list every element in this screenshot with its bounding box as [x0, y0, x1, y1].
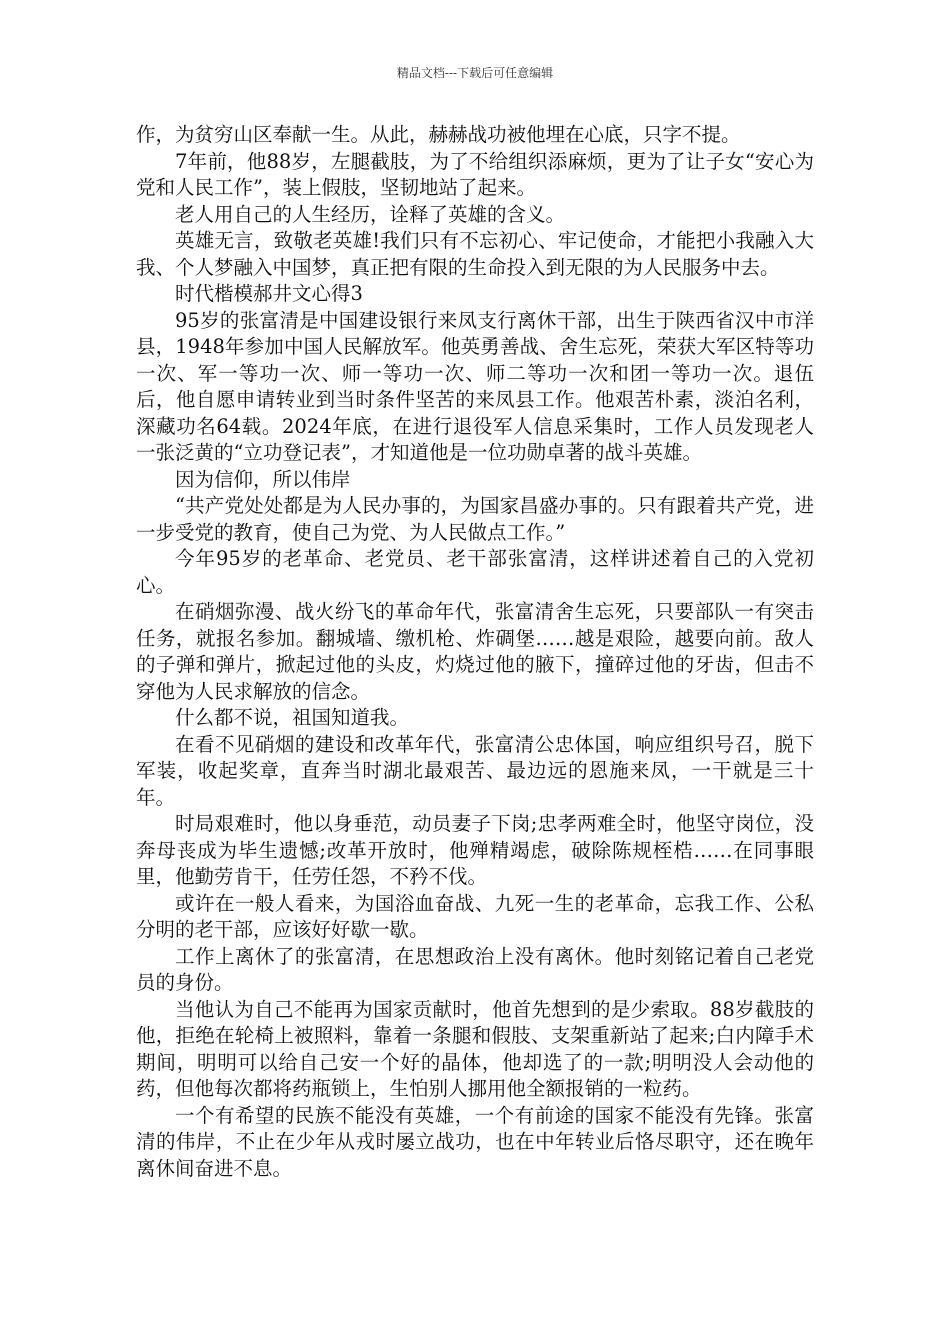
paragraph: 老人用自己的人生经历，诠释了英雄的含义。	[175, 202, 566, 226]
paragraph: 一个有希望的民族不能没有英雄，一个有前途的国家不能没有先锋。张富清的伟岸，不止在少年从戎时屡立战功，也在中年转业后恪尽职守，还在晚年离休间奋进不息。	[136, 1103, 814, 1180]
page-header: 精品文档---下载后可任意编辑	[396, 66, 554, 80]
paragraph: 7年前，他88岁，左腿截肢，为了不给组织添麻烦，更为了让子女“安心为党和人民工作”，装上假肢，坚韧地站了起来。	[136, 149, 814, 199]
paragraph: 作，为贫穷山区奉献一生。从此，赫赫战功被他埋在心底，只字不提。	[136, 123, 741, 146]
section-title: 时代楷模郝井文心得3	[175, 282, 363, 305]
paragraph: 当他认为自己不能再为国家贡献时，他首先想到的是少索取。88岁截肢的他，拒绝在轮椅上被照料，靠着一条腿和假肢、支架重新站了起来;白内障手术期间，明明可以给自己安一个好的晶体，他却选了的一款;明明没人会动他的药，但他每次都将药瓶锁上，生怕别人挪用他全额报销的一粒药。	[136, 997, 814, 1100]
paragraph: 在硝烟弥漫、战火纷飞的革命年代，张富清舍生忘死，只要部队一有突击任务，就报名参加。翻城墙、缴机枪、炸碉堡……越是艰险，越要向前。敌人的子弹和弹片，掀起过他的头皮，灼烧过他的腋下，撞碎过他的牙齿，但击不穿他为人民求解放的信念。	[136, 600, 814, 703]
paragraph: 英雄无言，致敬老英雄!我们只有不忘初心、牢记使命，才能把小我融入大我、个人梦融入中国梦，真正把有限的生命投入到无限的为人民服务中去。	[136, 229, 814, 279]
paragraph: 在看不见硝烟的建设和改革年代，张富清公忠体国，响应组织号召，脱下军装，收起奖章，直奔当时湖北最艰苦、最边远的恩施来凤，一干就是三十年。	[136, 732, 814, 809]
paragraph: 95岁的张富清是中国建设银行来凤支行离休干部，出生于陕西省汉中市洋县，1948年参加中国人民解放军。他英勇善战、舍生忘死，荣获大军区特等功一次、军一等功一次、师一等功一次、师二等功一次和团一等功一次。退伍后，他自愿申请转业到当时条件坚苦的来凤县工作。他艰苦朴素，淡泊名利，深藏功名64载。2024年底，在进行退役军人信息采集时，工作人员发现老人一张泛黄的“立功登记表”，才知道他是一位功勋卓著的战斗英雄。	[136, 308, 814, 464]
quote-paragraph: “共产党处处都是为人民办事的，为国家昌盛办事的。只有跟着共产党，进一步受党的教育，使自己为党、为人民做点工作。”	[136, 494, 814, 544]
paragraph: 工作上离休了的张富清，在思想政治上没有离休。他时刻铭记着自己老党员的身份。	[136, 944, 814, 994]
paragraph: 今年95岁的老革命、老党员、老干部张富清，这样讲述着自己的入党初心。	[136, 547, 814, 597]
paragraph: 什么都不说，祖国知道我。	[175, 706, 410, 729]
document-body	[136, 122, 814, 1182]
section-subtitle: 因为信仰，所以伟岸	[175, 467, 351, 491]
paragraph: 或许在一般人看来，为国浴血奋战、九死一生的老革命，忘我工作、公私分明的老干部，应该好好歇一歇。	[136, 891, 814, 941]
paragraph: 时局艰难时，他以身垂范，动员妻子下岗;忠孝两难全时，他坚守岗位，没奔母丧成为毕生遗憾;改革开放时，他殚精竭虑，破除陈规桎梏……在同事眼里，他勤劳肯干，任劳任怨，不矜不伐。	[136, 812, 814, 888]
